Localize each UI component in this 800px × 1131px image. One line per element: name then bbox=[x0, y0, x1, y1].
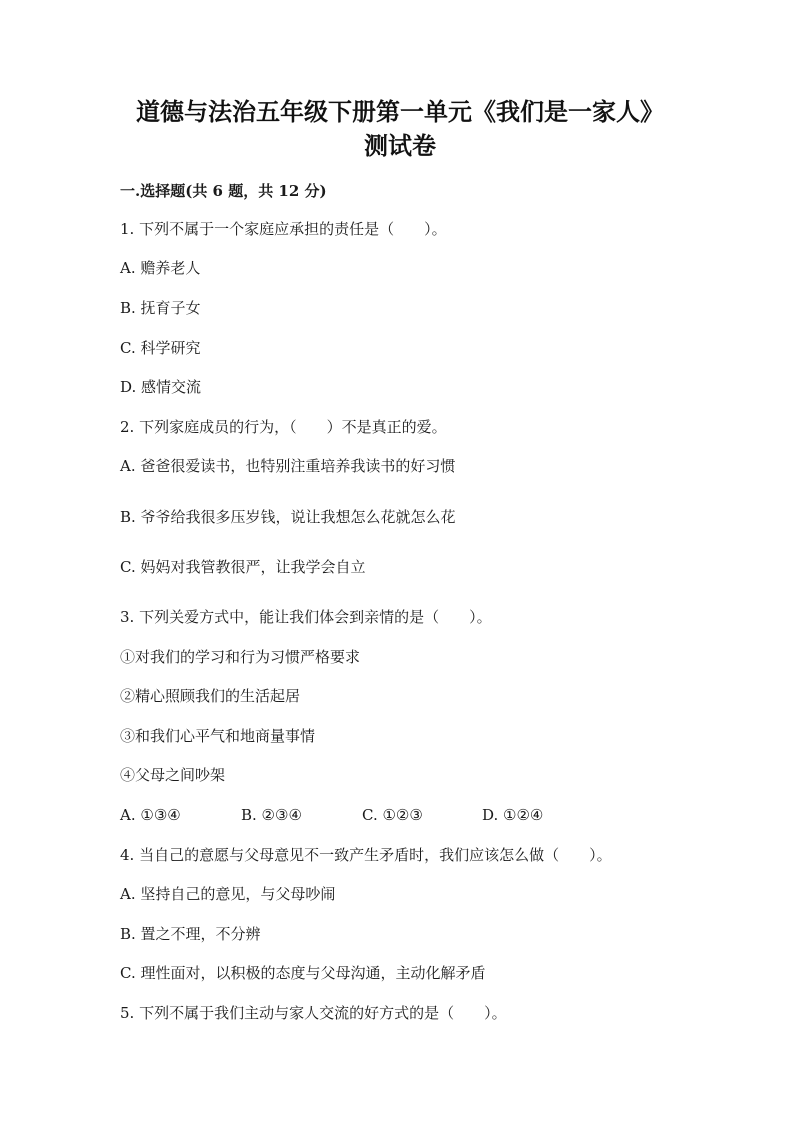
question-2-option-a: A. 爸爸很爱读书，也特别注重培养我读书的好习惯 bbox=[120, 457, 456, 475]
question-5-stem: 5. 下列不属于我们主动与家人交流的好方式的是（ ）。 bbox=[120, 1004, 507, 1022]
question-1-stem: 1. 下列不属于一个家庭应承担的责任是（ ）。 bbox=[120, 220, 447, 238]
question-4-option-c: C. 理性面对，以积极的态度与父母沟通，主动化解矛盾 bbox=[120, 964, 486, 982]
question-3-item-2: ②精心照顾我们的生活起居 bbox=[120, 687, 301, 705]
question-3-item-4: ④父母之间吵架 bbox=[120, 766, 226, 784]
question-1-option-a: A. 赡养老人 bbox=[120, 259, 201, 277]
question-1-option-d: D. 感情交流 bbox=[120, 378, 202, 396]
question-1-option-c: C. 科学研究 bbox=[120, 339, 201, 357]
question-3-stem: 3. 下列关爱方式中，能让我们体会到亲情的是（ ）。 bbox=[120, 608, 492, 626]
page-title-line2: 测试卷 bbox=[364, 131, 436, 160]
question-1-option-b: B. 抚育子女 bbox=[120, 299, 201, 317]
question-2-option-c: C. 妈妈对我管教很严，让我学会自立 bbox=[120, 558, 366, 576]
question-3-option-c: C. ①②③ bbox=[362, 806, 423, 824]
question-4-stem: 4. 当自己的意愿与父母意见不一致产生矛盾时，我们应该怎么做（ ）。 bbox=[120, 846, 612, 864]
question-3-item-3: ③和我们心平气和地商量事情 bbox=[120, 727, 316, 745]
question-4-option-b: B. 置之不理，不分辨 bbox=[120, 925, 261, 943]
question-3-option-a: A. ①③④ bbox=[120, 806, 181, 824]
question-2-stem: 2. 下列家庭成员的行为，（ ）不是真正的爱。 bbox=[120, 418, 447, 436]
question-3-option-d: D. ①②④ bbox=[482, 806, 544, 824]
question-3-option-b: B. ②③④ bbox=[241, 806, 302, 824]
page-title: 道德与法治五年级下册第一单元《我们是一家人》 bbox=[136, 97, 664, 126]
question-3-options-row bbox=[120, 805, 720, 825]
question-4-option-a: A. 坚持自己的意见，与父母吵闹 bbox=[120, 885, 336, 903]
question-3-item-1: ①对我们的学习和行为习惯严格要求 bbox=[120, 648, 361, 666]
question-2-option-b: B. 爷爷给我很多压岁钱，说让我想怎么花就怎么花 bbox=[120, 508, 456, 526]
section-heading: 一.选择题(共 6 题，共 12 分) bbox=[120, 182, 327, 200]
